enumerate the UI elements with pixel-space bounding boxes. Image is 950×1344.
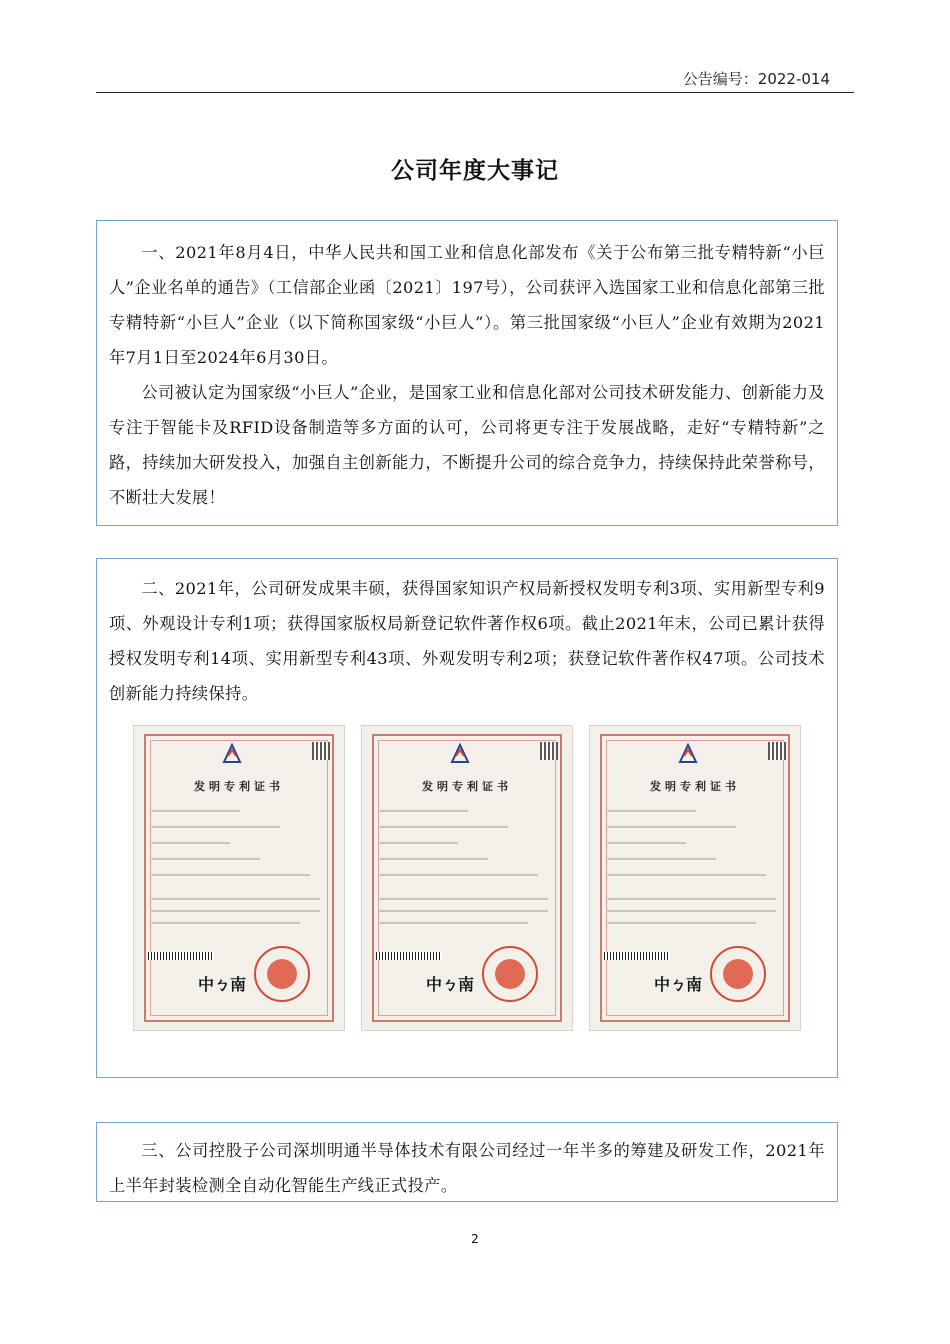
certificate-text-line: [150, 826, 280, 828]
certificate-text-line: [378, 810, 468, 812]
certificate-text-line: [378, 910, 548, 912]
certificate-text-line: [378, 842, 458, 844]
section-2-box: [96, 558, 838, 1078]
patent-certificate: [133, 725, 345, 1031]
patent-certificate: [361, 725, 573, 1031]
certificate-text-line: [606, 898, 776, 900]
certificate-text-line: [606, 842, 686, 844]
signature-mark: 中ㄅ南: [654, 975, 703, 994]
certificate-title: 发明专利证书: [422, 780, 512, 793]
certificate-title: 发明专利证书: [194, 780, 284, 793]
section-3-paragraph-1: 三、公司控股子公司深圳明通半导体技术有限公司经过一年半多的筹建及研发工作，2021年上半年封装检测全自动化智能生产线正式投产。: [109, 1141, 825, 1195]
certificate-text-line: [378, 898, 548, 900]
cnipa-logo-icon: [448, 742, 472, 766]
section-1-paragraph-1: 一、2021年8月4日，中华人民共和国工业和信息化部发布《关于公布第三批专精特新“小巨人”企业名单的通告》（工信部企业函〔2021〕197号），公司获评入选国家工业和信息化部第三批专精特新“小巨人”企业（以下简称国家级“小巨人”）。第三批国家级“小巨人”企业有效期为2021年7月1日至2024年6月30日。: [109, 243, 825, 367]
certificate-text-line: [150, 910, 320, 912]
certificate-text-line: [606, 826, 736, 828]
signature-mark: 中ㄅ南: [426, 975, 475, 994]
certificate-text-line: [606, 874, 766, 876]
cnipa-logo-icon: [220, 742, 244, 766]
certificate-text-line: [150, 874, 310, 876]
certificate-text-line: [378, 874, 538, 876]
certificate-text-line: [378, 826, 508, 828]
certificate-text-line: [606, 910, 776, 912]
certificate-text-line: [150, 858, 260, 860]
barcode-icon: [604, 952, 670, 960]
section-1-box: [96, 220, 838, 526]
page-number: 2: [471, 1232, 479, 1246]
certificate-title: 发明专利证书: [650, 780, 740, 793]
signature-mark: 中ㄅ南: [198, 975, 247, 994]
certificate-text-line: [150, 810, 240, 812]
header-rule: [96, 92, 854, 93]
patent-certificates: [125, 725, 809, 1051]
certificate-text-line: [378, 922, 528, 924]
barcode-icon: [376, 952, 442, 960]
certificate-text-line: [606, 858, 716, 860]
certificate-text-line: [378, 858, 488, 860]
certificate-text-line: [150, 842, 230, 844]
barcode-icon: [148, 952, 214, 960]
national-emblem-icon: [710, 946, 766, 1002]
cnipa-logo-icon: [676, 742, 700, 766]
section-1-paragraph-2: 公司被认定为国家级“小巨人”企业，是国家工业和信息化部对公司技术研发能力、创新能力及专注于智能卡及RFID设备制造等多方面的认可，公司将更专注于发展战略，走好“专精特新”之路，持续加大研发投入，加强自主创新能力，不断提升公司的综合竞争力，持续保持此荣誉称号，不断壮大发展！: [109, 383, 825, 507]
certificate-text-line: [150, 922, 300, 924]
certificate-text-line: [606, 810, 696, 812]
certificate-text-line: [606, 922, 756, 924]
qr-code-icon: [540, 742, 558, 760]
section-2-paragraph-1: 二、2021年，公司研发成果丰硕，获得国家知识产权局新授权发明专利3项、实用新型专利9项、外观设计专利1项；获得国家版权局新登记软件著作权6项。截止2021年末，公司已累计获得授权发明专利14项、实用新型专利43项、外观发明专利2项；获登记软件著作权47项。公司技术创新能力持续保持。: [109, 579, 825, 703]
qr-code-icon: [312, 742, 330, 760]
notice-number: 公告编号：2022-014: [682, 70, 830, 88]
national-emblem-icon: [482, 946, 538, 1002]
qr-code-icon: [768, 742, 786, 760]
certificate-text-line: [150, 898, 320, 900]
page-title: 公司年度大事记: [391, 158, 559, 184]
section-3-box: [96, 1122, 838, 1202]
patent-certificate: [589, 725, 801, 1031]
national-emblem-icon: [254, 946, 310, 1002]
